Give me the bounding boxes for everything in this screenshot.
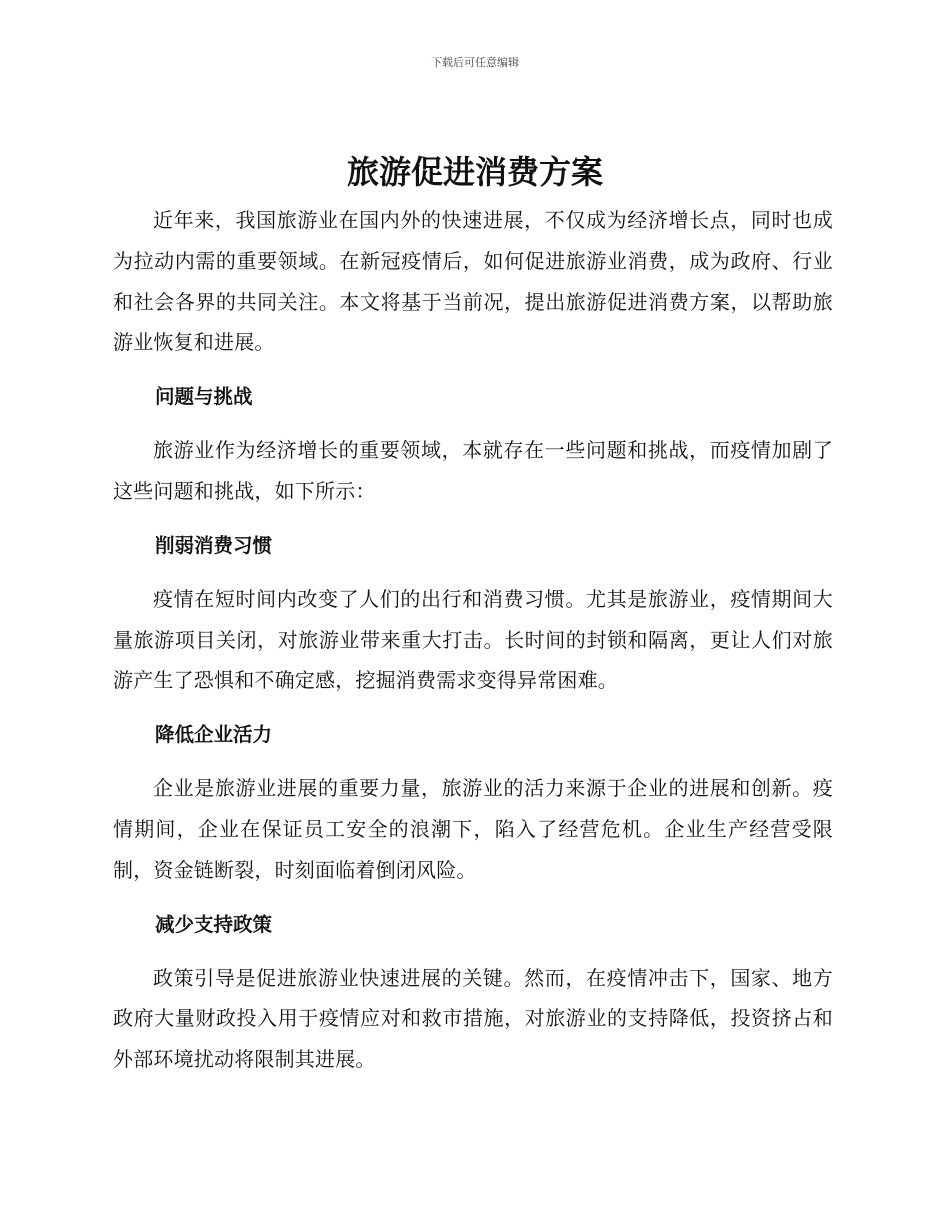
section-paragraph-enterprise: 企业是旅游业进展的重要力量，旅游业的活力来源于企业的进展和创新。疫情期间，企业在保证员工安全的浪潮下，陷入了经营危机。企业生产经营受限制，资金链断裂，时刻面临着倒闭风险。	[113, 776, 833, 882]
header-note: 下载后可任意编辑	[431, 56, 519, 69]
section-heading-problems: 问题与挑战	[155, 385, 253, 409]
section-paragraph-policy: 政策引导是促进旅游业快速进展的关键。然而，在疫情冲击下，国家、地方政府大量财政投入用于疫情应对和救市措施，对旅游业的支持降低，投资挤占和外部环境扰动将限制其进展。	[113, 965, 833, 1072]
section-paragraph-consumption: 疫情在短时间内改变了人们的出行和消费习惯。尤其是旅游业，疫情期间大量旅游项目关闭，对旅游业带来重大打击。长时间的封锁和隔离，更让人们对旅游产生了恐惧和不确定感，挖掘消费需求变得异常困难。	[113, 586, 833, 693]
section-heading-policy: 减少支持政策	[155, 912, 273, 936]
intro-paragraph: 近年来，我国旅游业在国内外的快速进展，不仅成为经济增长点，同时也成为拉动内需的重要领域。在新冠疫情后，如何促进旅游业消费，成为政府、行业和社会各界的共同关注。本文将基于当前况，提出旅游促进消费方案，以帮助旅游业恢复和进展。	[113, 208, 833, 355]
section-paragraph-problems: 旅游业作为经济增长的重要领域，本就存在一些问题和挑战，而疫情加剧了这些问题和挑战，如下所示：	[113, 438, 833, 503]
section-heading-enterprise: 降低企业活力	[155, 723, 273, 747]
section-heading-consumption: 削弱消费习惯	[155, 533, 273, 557]
document-title: 旅游促进消费方案	[346, 153, 603, 191]
document-body	[113, 200, 833, 1080]
